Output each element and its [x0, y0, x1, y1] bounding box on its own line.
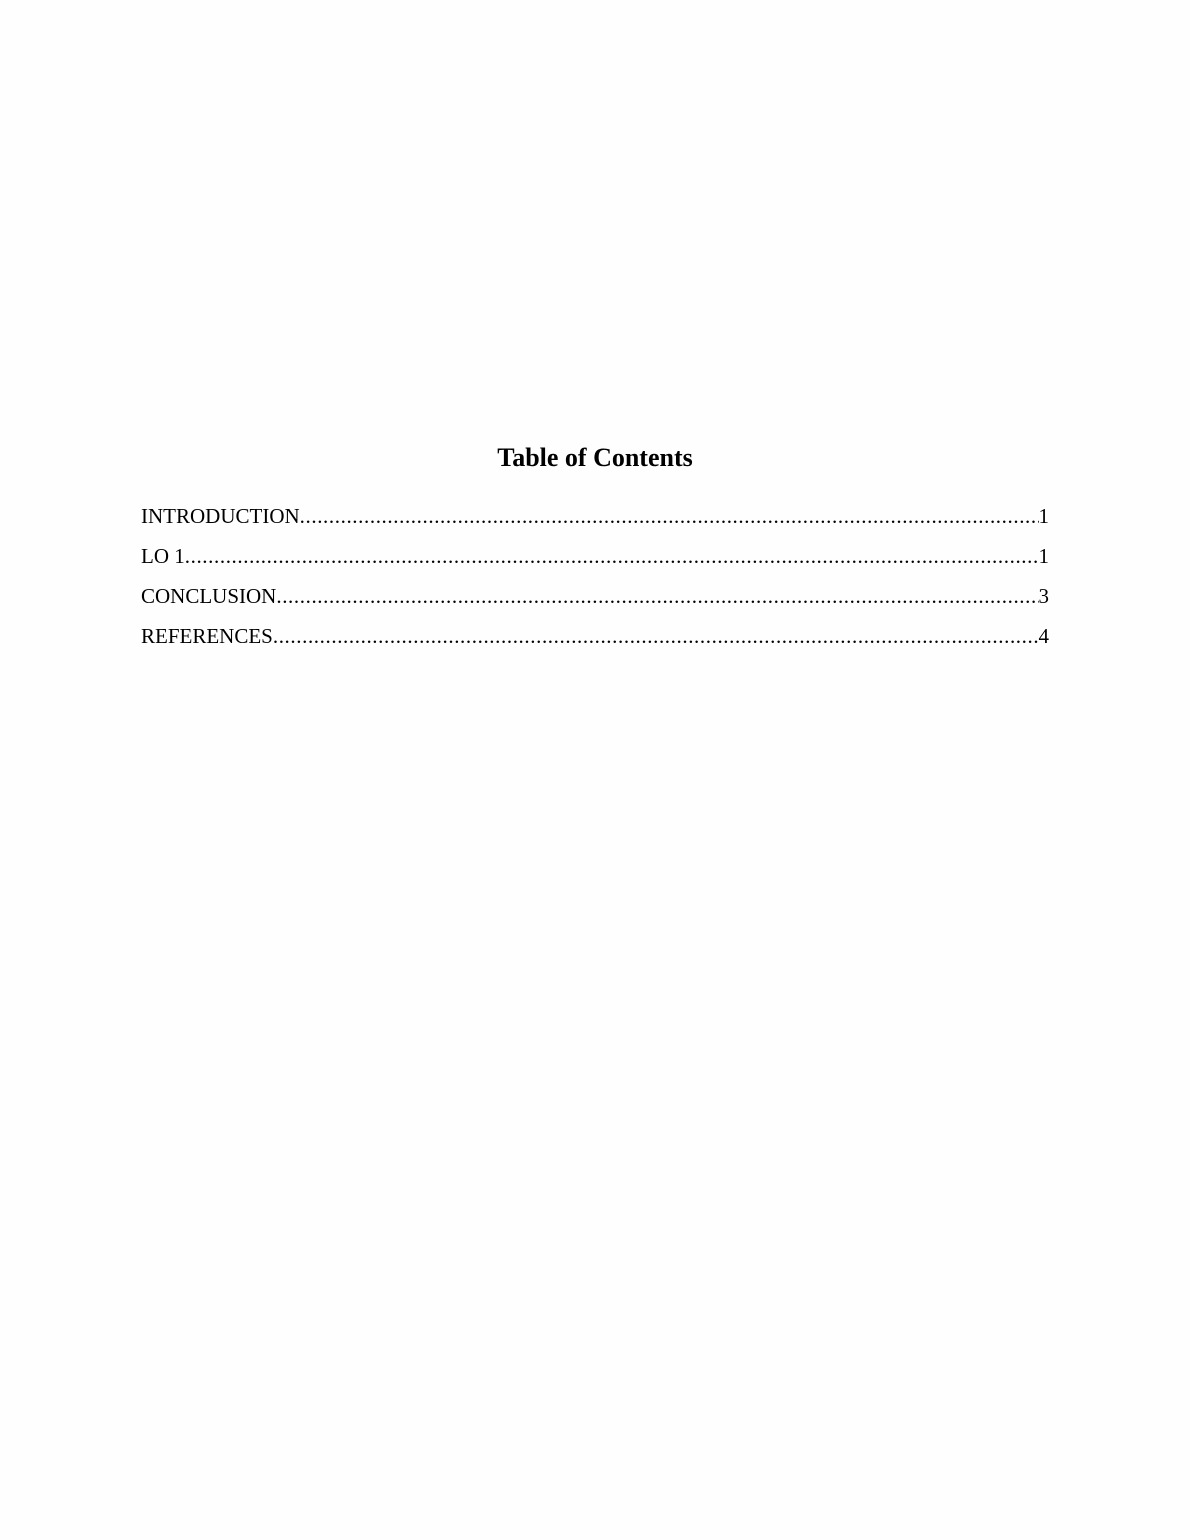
toc-entry-page: 4 [1038, 624, 1049, 648]
toc-entry-page: 3 [1038, 584, 1049, 608]
toc-entry-page: 1 [1038, 504, 1049, 528]
toc-entry-references[interactable] [141, 618, 1049, 658]
toc-entry-page: 1 [1038, 544, 1049, 568]
toc-entry-conclusion[interactable] [141, 578, 1049, 618]
toc-entry-label: INTRODUCTION [141, 504, 300, 528]
toc-entry-introduction[interactable] [141, 498, 1049, 538]
toc-entry-lo-1[interactable] [141, 538, 1049, 578]
toc-dot-leader [276, 578, 1038, 614]
toc-entry-label: CONCLUSION [141, 584, 277, 608]
toc-dot-leader [273, 618, 1039, 654]
toc-entry-label: REFERENCES [141, 624, 273, 648]
toc-title: Table of Contents [497, 443, 693, 472]
toc-list [141, 498, 1049, 658]
toc-dot-leader [185, 538, 1039, 574]
toc-entry-label: LO 1 [141, 544, 185, 568]
toc-dot-leader [300, 498, 1039, 534]
